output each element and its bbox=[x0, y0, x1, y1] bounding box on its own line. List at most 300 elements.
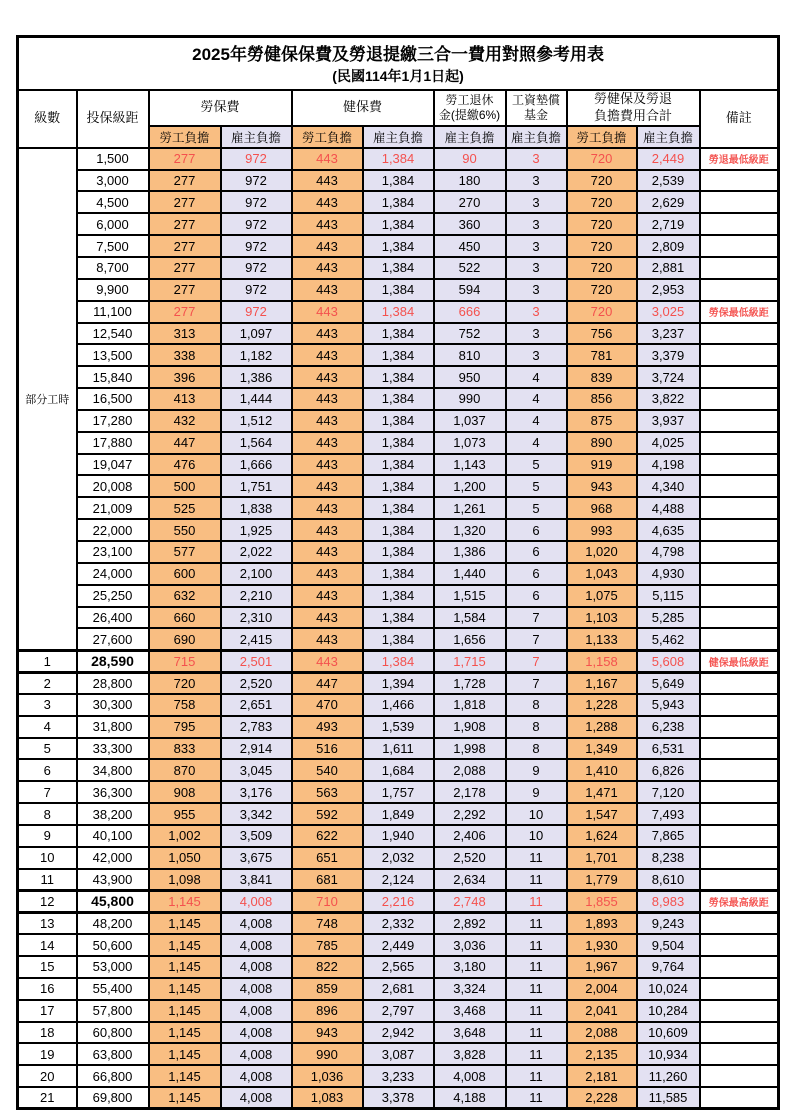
header-group-health-insurance-label: 健保費 bbox=[342, 99, 382, 115]
value-cell: 443 bbox=[292, 585, 363, 607]
value-cell: 4,008 bbox=[221, 934, 292, 956]
bracket-cell: 21,009 bbox=[77, 497, 149, 519]
bracket-cell: 34,800 bbox=[77, 759, 149, 781]
note-cell bbox=[700, 759, 779, 781]
table-row bbox=[18, 738, 779, 760]
bracket-cell: 36,300 bbox=[77, 781, 149, 803]
value-cell: 396 bbox=[149, 366, 221, 388]
value-cell: 5,462 bbox=[637, 628, 700, 650]
table-row bbox=[18, 170, 779, 192]
value-cell: 5,608 bbox=[637, 650, 700, 672]
value-cell: 822 bbox=[292, 956, 363, 978]
value-cell: 1,384 bbox=[363, 585, 434, 607]
bracket-cell: 69,800 bbox=[77, 1087, 149, 1109]
value-cell: 3 bbox=[506, 213, 567, 235]
table-row bbox=[18, 890, 779, 912]
value-cell: 443 bbox=[292, 410, 363, 432]
value-cell: 1,849 bbox=[363, 803, 434, 825]
note-cell bbox=[700, 410, 779, 432]
value-cell: 8 bbox=[506, 694, 567, 716]
note-cell bbox=[700, 563, 779, 585]
value-cell: 4,008 bbox=[221, 912, 292, 934]
value-cell: 1,728 bbox=[434, 672, 506, 694]
value-cell: 1,145 bbox=[149, 890, 221, 912]
value-cell: 2,181 bbox=[567, 1065, 637, 1087]
value-cell: 2,681 bbox=[363, 978, 434, 1000]
value-cell: 270 bbox=[434, 191, 506, 213]
value-cell: 4,930 bbox=[637, 563, 700, 585]
table-row bbox=[18, 1087, 779, 1109]
value-cell: 972 bbox=[221, 148, 292, 170]
value-cell: 2,022 bbox=[221, 541, 292, 563]
value-cell: 2,178 bbox=[434, 781, 506, 803]
value-cell: 4,635 bbox=[637, 519, 700, 541]
table-row bbox=[18, 388, 779, 410]
value-cell: 1,751 bbox=[221, 475, 292, 497]
value-cell: 3,937 bbox=[637, 410, 700, 432]
value-cell: 1,384 bbox=[363, 344, 434, 366]
value-cell: 3 bbox=[506, 170, 567, 192]
value-cell: 990 bbox=[292, 1043, 363, 1065]
value-cell: 2,228 bbox=[567, 1087, 637, 1109]
level-cell: 12 bbox=[18, 890, 77, 912]
value-cell: 443 bbox=[292, 279, 363, 301]
value-cell: 1,384 bbox=[363, 279, 434, 301]
level-cell: 1 bbox=[18, 650, 77, 672]
premium-reference-table bbox=[16, 35, 780, 1110]
value-cell: 2,406 bbox=[434, 825, 506, 847]
value-cell: 443 bbox=[292, 628, 363, 650]
value-cell: 6 bbox=[506, 541, 567, 563]
value-cell: 1,384 bbox=[363, 563, 434, 585]
note-cell bbox=[700, 978, 779, 1000]
value-cell: 3,237 bbox=[637, 323, 700, 345]
subheader-labor-employer: 雇主負擔 bbox=[221, 126, 292, 148]
value-cell: 11 bbox=[506, 847, 567, 869]
bracket-cell: 6,000 bbox=[77, 213, 149, 235]
value-cell: 1,083 bbox=[292, 1087, 363, 1109]
value-cell: 2,449 bbox=[637, 148, 700, 170]
value-cell: 1,779 bbox=[567, 869, 637, 891]
note-cell: 勞保最低級距 bbox=[700, 301, 779, 323]
note-cell bbox=[700, 170, 779, 192]
value-cell: 1,143 bbox=[434, 454, 506, 476]
value-cell: 955 bbox=[149, 803, 221, 825]
value-cell: 3,324 bbox=[434, 978, 506, 1000]
value-cell: 1,050 bbox=[149, 847, 221, 869]
note-cell bbox=[700, 956, 779, 978]
bracket-cell: 33,300 bbox=[77, 738, 149, 760]
level-cell: 7 bbox=[18, 781, 77, 803]
table-row bbox=[18, 1022, 779, 1044]
bracket-cell: 20,008 bbox=[77, 475, 149, 497]
value-cell: 720 bbox=[567, 191, 637, 213]
value-cell: 2,892 bbox=[434, 912, 506, 934]
bracket-cell: 42,000 bbox=[77, 847, 149, 869]
table-row bbox=[18, 825, 779, 847]
note-cell bbox=[700, 1065, 779, 1087]
value-cell: 1,145 bbox=[149, 1087, 221, 1109]
table-row bbox=[18, 672, 779, 694]
value-cell: 1,384 bbox=[363, 301, 434, 323]
level-cell: 17 bbox=[18, 1000, 77, 1022]
level-cell: 11 bbox=[18, 869, 77, 891]
note-cell bbox=[700, 323, 779, 345]
value-cell: 3,509 bbox=[221, 825, 292, 847]
value-cell: 1,098 bbox=[149, 869, 221, 891]
value-cell: 720 bbox=[567, 301, 637, 323]
value-cell: 516 bbox=[292, 738, 363, 760]
value-cell: 443 bbox=[292, 344, 363, 366]
value-cell: 11 bbox=[506, 1000, 567, 1022]
value-cell: 1,584 bbox=[434, 607, 506, 629]
value-cell: 8 bbox=[506, 738, 567, 760]
bracket-cell: 9,900 bbox=[77, 279, 149, 301]
note-cell bbox=[700, 257, 779, 279]
value-cell: 476 bbox=[149, 454, 221, 476]
value-cell: 277 bbox=[149, 213, 221, 235]
value-cell: 11 bbox=[506, 890, 567, 912]
value-cell: 277 bbox=[149, 148, 221, 170]
value-cell: 2,783 bbox=[221, 716, 292, 738]
value-cell: 4,198 bbox=[637, 454, 700, 476]
value-cell: 413 bbox=[149, 388, 221, 410]
page-subtitle: (民國114年1月1日起) bbox=[332, 67, 464, 84]
value-cell: 972 bbox=[221, 301, 292, 323]
value-cell: 9,243 bbox=[637, 912, 700, 934]
level-cell: 19 bbox=[18, 1043, 77, 1065]
value-cell: 11 bbox=[506, 1065, 567, 1087]
value-cell: 3,176 bbox=[221, 781, 292, 803]
value-cell: 1,182 bbox=[221, 344, 292, 366]
table-row bbox=[18, 759, 779, 781]
value-cell: 277 bbox=[149, 301, 221, 323]
value-cell: 9,504 bbox=[637, 934, 700, 956]
value-cell: 875 bbox=[567, 410, 637, 432]
value-cell: 660 bbox=[149, 607, 221, 629]
value-cell: 443 bbox=[292, 257, 363, 279]
bracket-cell: 17,880 bbox=[77, 432, 149, 454]
value-cell: 1,466 bbox=[363, 694, 434, 716]
value-cell: 277 bbox=[149, 279, 221, 301]
table-row bbox=[18, 1000, 779, 1022]
note-cell bbox=[700, 454, 779, 476]
bracket-cell: 53,000 bbox=[77, 956, 149, 978]
value-cell: 1,940 bbox=[363, 825, 434, 847]
value-cell: 2,004 bbox=[567, 978, 637, 1000]
bracket-cell: 26,400 bbox=[77, 607, 149, 629]
value-cell: 9,764 bbox=[637, 956, 700, 978]
value-cell: 1,384 bbox=[363, 170, 434, 192]
value-cell: 600 bbox=[149, 563, 221, 585]
value-cell: 443 bbox=[292, 650, 363, 672]
value-cell: 4,008 bbox=[221, 1043, 292, 1065]
value-cell: 1,386 bbox=[221, 366, 292, 388]
value-cell: 896 bbox=[292, 1000, 363, 1022]
value-cell: 1,624 bbox=[567, 825, 637, 847]
value-cell: 2,953 bbox=[637, 279, 700, 301]
bracket-cell: 60,800 bbox=[77, 1022, 149, 1044]
level-cell: 18 bbox=[18, 1022, 77, 1044]
note-cell bbox=[700, 497, 779, 519]
value-cell: 594 bbox=[434, 279, 506, 301]
value-cell: 4 bbox=[506, 410, 567, 432]
value-cell: 11 bbox=[506, 1087, 567, 1109]
table-row bbox=[18, 803, 779, 825]
value-cell: 2,332 bbox=[363, 912, 434, 934]
table-row bbox=[18, 1043, 779, 1065]
table-row bbox=[18, 279, 779, 301]
note-cell bbox=[700, 191, 779, 213]
value-cell: 4 bbox=[506, 388, 567, 410]
value-cell: 1,855 bbox=[567, 890, 637, 912]
table-row bbox=[18, 1065, 779, 1087]
level-cell: 15 bbox=[18, 956, 77, 978]
value-cell: 3 bbox=[506, 323, 567, 345]
value-cell: 443 bbox=[292, 541, 363, 563]
bracket-cell: 27,600 bbox=[77, 628, 149, 650]
note-cell bbox=[700, 716, 779, 738]
value-cell: 1,145 bbox=[149, 1000, 221, 1022]
value-cell: 443 bbox=[292, 235, 363, 257]
table-row bbox=[18, 519, 779, 541]
value-cell: 540 bbox=[292, 759, 363, 781]
value-cell: 277 bbox=[149, 257, 221, 279]
value-cell: 4,008 bbox=[221, 978, 292, 1000]
table-row bbox=[18, 541, 779, 563]
value-cell: 1,539 bbox=[363, 716, 434, 738]
note-cell bbox=[700, 213, 779, 235]
value-cell: 1,440 bbox=[434, 563, 506, 585]
value-cell: 1,384 bbox=[363, 475, 434, 497]
value-cell: 1,757 bbox=[363, 781, 434, 803]
value-cell: 3,045 bbox=[221, 759, 292, 781]
value-cell: 277 bbox=[149, 170, 221, 192]
value-cell: 10,024 bbox=[637, 978, 700, 1000]
value-cell: 715 bbox=[149, 650, 221, 672]
level-cell-part-time: 部分工時 bbox=[18, 148, 77, 650]
value-cell: 6,531 bbox=[637, 738, 700, 760]
value-cell: 972 bbox=[221, 191, 292, 213]
value-cell: 450 bbox=[434, 235, 506, 257]
value-cell: 1,512 bbox=[221, 410, 292, 432]
table-row bbox=[18, 978, 779, 1000]
value-cell: 7 bbox=[506, 607, 567, 629]
value-cell: 1,020 bbox=[567, 541, 637, 563]
value-cell: 5,943 bbox=[637, 694, 700, 716]
value-cell: 5 bbox=[506, 454, 567, 476]
note-cell bbox=[700, 235, 779, 257]
value-cell: 443 bbox=[292, 563, 363, 585]
table-row bbox=[18, 148, 779, 170]
note-cell bbox=[700, 1000, 779, 1022]
value-cell: 277 bbox=[149, 191, 221, 213]
value-cell: 1,384 bbox=[363, 388, 434, 410]
value-cell: 1,384 bbox=[363, 432, 434, 454]
value-cell: 4,008 bbox=[221, 1022, 292, 1044]
value-cell: 3,379 bbox=[637, 344, 700, 366]
value-cell: 839 bbox=[567, 366, 637, 388]
value-cell: 4,008 bbox=[221, 956, 292, 978]
value-cell: 10 bbox=[506, 825, 567, 847]
value-cell: 943 bbox=[292, 1022, 363, 1044]
bracket-cell: 38,200 bbox=[77, 803, 149, 825]
value-cell: 11 bbox=[506, 1043, 567, 1065]
value-cell: 1,444 bbox=[221, 388, 292, 410]
value-cell: 856 bbox=[567, 388, 637, 410]
note-cell bbox=[700, 1087, 779, 1109]
value-cell: 8,983 bbox=[637, 890, 700, 912]
value-cell: 1,145 bbox=[149, 1065, 221, 1087]
subheader-total-employee: 勞工負擔 bbox=[567, 126, 637, 148]
value-cell: 11 bbox=[506, 934, 567, 956]
value-cell: 3,828 bbox=[434, 1043, 506, 1065]
value-cell: 2,539 bbox=[637, 170, 700, 192]
value-cell: 443 bbox=[292, 170, 363, 192]
value-cell: 2,216 bbox=[363, 890, 434, 912]
bracket-cell: 63,800 bbox=[77, 1043, 149, 1065]
header-group-health-insurance bbox=[292, 90, 434, 126]
value-cell: 2,135 bbox=[567, 1043, 637, 1065]
bracket-cell: 23,100 bbox=[77, 541, 149, 563]
value-cell: 7 bbox=[506, 672, 567, 694]
value-cell: 690 bbox=[149, 628, 221, 650]
value-cell: 443 bbox=[292, 366, 363, 388]
value-cell: 781 bbox=[567, 344, 637, 366]
value-cell: 9 bbox=[506, 759, 567, 781]
header-level: 級數 bbox=[18, 90, 77, 148]
value-cell: 432 bbox=[149, 410, 221, 432]
value-cell: 2,809 bbox=[637, 235, 700, 257]
table-row bbox=[18, 912, 779, 934]
value-cell: 10 bbox=[506, 803, 567, 825]
value-cell: 1,908 bbox=[434, 716, 506, 738]
value-cell: 833 bbox=[149, 738, 221, 760]
bracket-cell: 40,100 bbox=[77, 825, 149, 847]
value-cell: 470 bbox=[292, 694, 363, 716]
value-cell: 2,032 bbox=[363, 847, 434, 869]
table-row bbox=[18, 366, 779, 388]
value-cell: 2,210 bbox=[221, 585, 292, 607]
value-cell: 972 bbox=[221, 213, 292, 235]
bracket-cell: 24,000 bbox=[77, 563, 149, 585]
value-cell: 563 bbox=[292, 781, 363, 803]
value-cell: 6 bbox=[506, 519, 567, 541]
bracket-cell: 19,047 bbox=[77, 454, 149, 476]
table-row bbox=[18, 454, 779, 476]
value-cell: 4,340 bbox=[637, 475, 700, 497]
value-cell: 972 bbox=[221, 170, 292, 192]
level-cell: 5 bbox=[18, 738, 77, 760]
subheader-labor-employee: 勞工負擔 bbox=[149, 126, 221, 148]
value-cell: 3 bbox=[506, 257, 567, 279]
value-cell: 4,008 bbox=[221, 890, 292, 912]
value-cell: 1,564 bbox=[221, 432, 292, 454]
value-cell: 9 bbox=[506, 781, 567, 803]
value-cell: 1,998 bbox=[434, 738, 506, 760]
value-cell: 943 bbox=[567, 475, 637, 497]
value-cell: 443 bbox=[292, 497, 363, 519]
value-cell: 1,349 bbox=[567, 738, 637, 760]
level-cell: 3 bbox=[18, 694, 77, 716]
value-cell: 666 bbox=[434, 301, 506, 323]
value-cell: 1,384 bbox=[363, 148, 434, 170]
value-cell: 3,822 bbox=[637, 388, 700, 410]
value-cell: 720 bbox=[567, 213, 637, 235]
value-cell: 1,288 bbox=[567, 716, 637, 738]
bracket-cell: 25,250 bbox=[77, 585, 149, 607]
header-note: 備註 bbox=[700, 90, 779, 148]
value-cell: 1,547 bbox=[567, 803, 637, 825]
value-cell: 1,145 bbox=[149, 1022, 221, 1044]
bracket-cell: 55,400 bbox=[77, 978, 149, 1000]
header-row-main bbox=[18, 90, 779, 126]
value-cell: 1,684 bbox=[363, 759, 434, 781]
table-row bbox=[18, 235, 779, 257]
table-row bbox=[18, 628, 779, 650]
value-cell: 1,925 bbox=[221, 519, 292, 541]
value-cell: 810 bbox=[434, 344, 506, 366]
note-cell bbox=[700, 366, 779, 388]
value-cell: 5 bbox=[506, 475, 567, 497]
table-row bbox=[18, 191, 779, 213]
value-cell: 1,103 bbox=[567, 607, 637, 629]
value-cell: 2,565 bbox=[363, 956, 434, 978]
header-group-wage-arrears-fund: 工資墊償 基金 bbox=[506, 90, 567, 126]
bracket-cell: 48,200 bbox=[77, 912, 149, 934]
value-cell: 11 bbox=[506, 978, 567, 1000]
value-cell: 493 bbox=[292, 716, 363, 738]
value-cell: 1,818 bbox=[434, 694, 506, 716]
value-cell: 720 bbox=[567, 279, 637, 301]
value-cell: 710 bbox=[292, 890, 363, 912]
value-cell: 3,468 bbox=[434, 1000, 506, 1022]
value-cell: 592 bbox=[292, 803, 363, 825]
value-cell: 1,384 bbox=[363, 257, 434, 279]
value-cell: 3,180 bbox=[434, 956, 506, 978]
value-cell: 7,865 bbox=[637, 825, 700, 847]
note-cell bbox=[700, 344, 779, 366]
value-cell: 2,415 bbox=[221, 628, 292, 650]
value-cell: 720 bbox=[149, 672, 221, 694]
level-cell: 8 bbox=[18, 803, 77, 825]
value-cell: 4,008 bbox=[434, 1065, 506, 1087]
value-cell: 11,260 bbox=[637, 1065, 700, 1087]
table-row bbox=[18, 475, 779, 497]
value-cell: 1,036 bbox=[292, 1065, 363, 1087]
value-cell: 1,145 bbox=[149, 1043, 221, 1065]
value-cell: 720 bbox=[567, 148, 637, 170]
value-cell: 1,133 bbox=[567, 628, 637, 650]
note-cell bbox=[700, 1043, 779, 1065]
value-cell: 2,748 bbox=[434, 890, 506, 912]
value-cell: 2,797 bbox=[363, 1000, 434, 1022]
value-cell: 7 bbox=[506, 650, 567, 672]
header-group-labor-insurance bbox=[149, 90, 292, 126]
bracket-cell: 28,590 bbox=[77, 650, 149, 672]
table-body bbox=[18, 148, 779, 1109]
value-cell: 1,384 bbox=[363, 607, 434, 629]
note-cell bbox=[700, 628, 779, 650]
value-cell: 748 bbox=[292, 912, 363, 934]
value-cell: 870 bbox=[149, 759, 221, 781]
value-cell: 908 bbox=[149, 781, 221, 803]
bracket-cell: 43,900 bbox=[77, 869, 149, 891]
value-cell: 443 bbox=[292, 432, 363, 454]
value-cell: 1,384 bbox=[363, 541, 434, 563]
value-cell: 6 bbox=[506, 585, 567, 607]
value-cell: 1,002 bbox=[149, 825, 221, 847]
